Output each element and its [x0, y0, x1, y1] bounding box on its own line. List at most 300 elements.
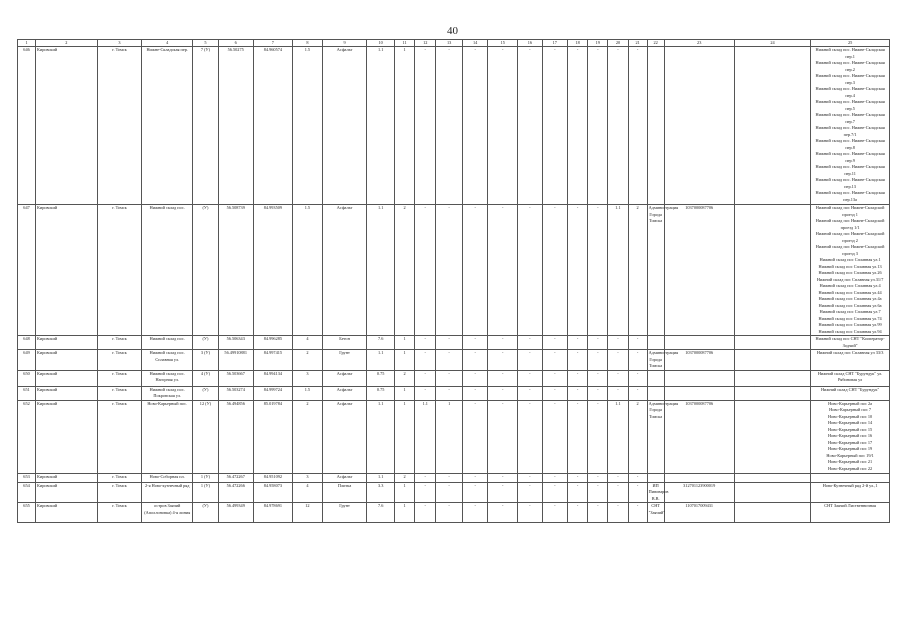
address-item: Ново-Карьерный пос 17	[828, 439, 873, 445]
table-cell: -	[588, 205, 608, 336]
table-cell: -	[608, 482, 628, 503]
address-item: Нижний склад пос Сплавная ул.74	[818, 315, 882, 321]
table-cell	[734, 482, 810, 503]
address-item: Нижний склад пос Сплавная ул.99	[818, 322, 882, 327]
address-list	[811, 473, 890, 482]
column-header: 13	[436, 40, 463, 47]
table-cell: Нижний склад пос. Сплавная ул.	[142, 350, 193, 371]
address-list	[811, 370, 890, 386]
address-item: Нижний склад пос Нижне-Складской проезд 3	[815, 244, 885, 256]
address-item: Нижний склад пос Нижне-Складской проезд 1	[815, 205, 885, 217]
table-cell: 1.1	[367, 205, 395, 336]
table-cell: -	[628, 336, 647, 350]
address-item: Нижний склад пос Сплавная ул.1	[819, 257, 881, 262]
address-item: Нижний склад пос. Нижне-Складская пер.13а	[815, 190, 885, 202]
table-cell: Кировский	[36, 350, 98, 371]
table-cell: -	[462, 336, 487, 350]
table-cell: 1.5	[293, 386, 323, 400]
table-cell	[647, 473, 664, 482]
address-item: СНТ Заячий Лиственничная	[824, 503, 876, 508]
table-cell: -	[542, 482, 567, 503]
table-cell: 84.978691	[253, 503, 292, 523]
table-cell: 84.951092	[253, 473, 292, 482]
table-cell: 1	[394, 482, 414, 503]
table-cell	[664, 47, 734, 205]
table-cell: 1	[394, 350, 414, 371]
table-cell: 2	[628, 400, 647, 473]
address-item: Ново-Карьерный пос 10	[828, 413, 873, 419]
table-cell: 3.3	[367, 482, 395, 503]
column-header: 19	[588, 40, 608, 47]
address-item: Нижний склад пос. Нижне-Складская пер.8	[815, 138, 885, 150]
table-cell: 56.508739	[218, 205, 253, 336]
address-list	[811, 350, 890, 371]
table-cell: 652	[18, 400, 36, 473]
table-cell: 1.1	[415, 400, 436, 473]
table-cell: -	[518, 350, 542, 371]
table-cell: 56.49910881	[218, 350, 253, 371]
address-item: Нижний склад пос СНТ "Кооператор-Зодчий"	[815, 336, 885, 348]
table-cell	[664, 473, 734, 482]
address-item: Ново-Кузнечный ряд 2-й ул.,1	[822, 482, 878, 488]
table-cell: -	[568, 386, 588, 400]
table-cell: г. Томск	[97, 370, 142, 386]
table-cell: -	[518, 386, 542, 400]
table-cell: г. Томск	[97, 205, 142, 336]
table-cell: 4	[293, 336, 323, 350]
address-item: Нижний склад пос. Нижне-Складская пер.7/1	[815, 125, 885, 137]
table-cell: -	[542, 350, 567, 371]
table-cell: 1.1	[608, 400, 628, 473]
table-cell: 84.994134	[253, 370, 292, 386]
table-cell: 1	[394, 386, 414, 400]
address-item: Ново-Карьерный пос 22	[828, 465, 873, 471]
table-cell: Кировский	[36, 503, 98, 523]
address-item: Нижний склад пос. Нижне-Складская пер.1	[815, 47, 885, 59]
table-cell: 56.494856	[218, 400, 253, 473]
address-list	[811, 400, 890, 473]
address-list	[811, 503, 890, 523]
table-cell: -	[608, 473, 628, 482]
table-cell: Нижний склад пос. Покровская ул.	[142, 386, 193, 400]
table-cell: -	[628, 503, 647, 523]
address-item: Нижний склад пос Сплавная ул.7	[819, 309, 881, 314]
column-header: 9	[322, 40, 367, 47]
table-cell: -	[518, 47, 542, 205]
table-cell: 1 (У)	[193, 482, 218, 503]
table-cell: -	[488, 386, 518, 400]
column-header: 8	[293, 40, 323, 47]
table-cell: Кировский	[36, 205, 98, 336]
table-cell: Администрация Города Томска	[647, 400, 664, 473]
table-cell: 0.75	[367, 370, 395, 386]
table-row	[18, 386, 890, 400]
table-cell: г. Томск	[97, 350, 142, 371]
table-cell: -	[608, 386, 628, 400]
table-cell: -	[436, 473, 463, 482]
table-cell: 1	[394, 47, 414, 205]
table-cell: 7.6	[367, 336, 395, 350]
table-cell: Асфальт	[322, 473, 367, 482]
header-row	[18, 40, 890, 47]
table-cell: 2	[394, 473, 414, 482]
table-cell: Ново-Соборная пл.	[142, 473, 193, 482]
address-item: Нижний склад пос Сплавная ул 33/3	[816, 350, 884, 355]
column-header: 15	[488, 40, 518, 47]
table-cell: 653	[18, 473, 36, 482]
table-cell: 1.1	[367, 473, 395, 482]
table-cell: 84.993509	[253, 205, 292, 336]
table-cell	[734, 336, 810, 350]
table-cell: -	[608, 503, 628, 523]
table-cell: 650	[18, 370, 36, 386]
table-cell: -	[488, 503, 518, 523]
table-cell: -	[608, 336, 628, 350]
table-cell: 1	[394, 400, 414, 473]
column-header: 2	[36, 40, 98, 47]
table-cell: -	[608, 47, 628, 205]
table-cell: 56.499349	[218, 503, 253, 523]
table-cell: 1107017009431	[664, 503, 734, 523]
table-cell: -	[462, 370, 487, 386]
table-cell: Кировский	[36, 386, 98, 400]
page-number: 40	[447, 25, 458, 37]
table-cell	[734, 205, 810, 336]
table-cell: -	[488, 336, 518, 350]
table-cell: 56.506343	[218, 336, 253, 350]
table-cell: -	[488, 205, 518, 336]
table-cell: 12 (У)	[193, 400, 218, 473]
column-header: 22	[647, 40, 664, 47]
column-header: 21	[628, 40, 647, 47]
table-cell: 647	[18, 205, 36, 336]
table-cell: 1.1	[367, 47, 395, 205]
table-cell: -	[628, 350, 647, 371]
table-row	[18, 503, 890, 523]
address-item: Нижний склад пос. Нижне-Складская пер.13	[815, 177, 885, 189]
table-cell: -	[518, 336, 542, 350]
table-cell: 84.958073	[253, 482, 292, 503]
column-header: 4	[142, 40, 193, 47]
address-item: Ново-Карьерный пос 7	[829, 407, 872, 412]
table-cell: -	[488, 350, 518, 371]
table-cell: -	[518, 482, 542, 503]
table-cell: -	[488, 482, 518, 503]
table-cell: 312701123900019	[664, 482, 734, 503]
table-cell: -	[462, 350, 487, 371]
table-cell: Асфальт	[322, 400, 367, 473]
address-item: Нижний склад пос Сплавная ул.44	[818, 289, 882, 295]
table-cell: -	[518, 503, 542, 523]
table-cell: -	[588, 47, 608, 205]
table-cell: -	[588, 482, 608, 503]
table-cell	[734, 473, 810, 482]
table-cell: 84.960574	[253, 47, 292, 205]
table-cell: г. Томск	[97, 482, 142, 503]
table-cell: -	[518, 205, 542, 336]
address-item: Нижний склад пос Сплавная ул.4а	[818, 296, 882, 301]
table-cell: 1.1	[608, 205, 628, 336]
table-cell: 1037000087706	[664, 350, 734, 371]
table-cell: 649	[18, 350, 36, 371]
table-cell: 1.1	[367, 400, 395, 473]
table-cell: 56.472267	[218, 473, 253, 482]
table-cell: Кировский	[36, 473, 98, 482]
table-cell: г. Томск	[97, 503, 142, 523]
table-cell: -	[462, 47, 487, 205]
table-cell	[647, 370, 664, 386]
table-cell: -	[488, 370, 518, 386]
table-cell: 56.503667	[218, 370, 253, 386]
address-list	[811, 205, 890, 336]
table-row	[18, 47, 890, 205]
address-item: Нижний склад пос. Нижне-Складская пер.7	[815, 112, 885, 124]
table-cell: г. Томск	[97, 386, 142, 400]
column-header: 10	[367, 40, 395, 47]
table-cell: Нижне-Складская пер.	[142, 47, 193, 205]
table-cell: 56.50275	[218, 47, 253, 205]
table-cell: Кировский	[36, 400, 98, 473]
table-cell: 646	[18, 47, 36, 205]
table-cell: -	[462, 205, 487, 336]
table-cell: Нижний склад пос.	[142, 336, 193, 350]
table-cell: 1 (У)	[193, 473, 218, 482]
table-cell: -	[488, 47, 518, 205]
address-item: Ново-Карьерный пос 21	[828, 459, 873, 464]
table-cell	[664, 386, 734, 400]
table-cell: Нижний склад пос. Нагорная ул.	[142, 370, 193, 386]
table-cell: 84.997415	[253, 350, 292, 371]
table-cell: Кировский	[36, 47, 98, 205]
column-header: 5	[193, 40, 218, 47]
table-cell	[734, 370, 810, 386]
table-row	[18, 473, 890, 482]
table-cell: -	[568, 473, 588, 482]
table-cell: Асфальт	[322, 205, 367, 336]
table-cell: -	[568, 482, 588, 503]
table-cell: Бетон	[322, 336, 367, 350]
table-cell: 3	[293, 370, 323, 386]
table-cell: 85.019784	[253, 400, 292, 473]
table-cell: Грунт	[322, 503, 367, 523]
table-cell: -	[436, 386, 463, 400]
table-cell: 3 (У)	[193, 350, 218, 371]
table-cell: СНТ "Заячий"	[647, 503, 664, 523]
table-cell: 4 (У)	[193, 370, 218, 386]
table-cell: -	[462, 473, 487, 482]
address-item: Нижний склад пос Нижне-Складской проезд 1/1	[815, 218, 885, 230]
column-header: 24	[734, 40, 810, 47]
table-cell: -	[542, 386, 567, 400]
address-item: Нижний склад пос Сплавная ул.31/7	[816, 276, 884, 282]
table-cell: остров Заячий (Аполлоновка) 4-я линия	[142, 503, 193, 523]
table-cell: -	[415, 205, 436, 336]
address-item: Ново-Карьерный пос 15	[828, 426, 873, 432]
table-cell: Асфальт	[322, 370, 367, 386]
table-cell: (У)	[193, 205, 218, 336]
table-row	[18, 205, 890, 336]
table-cell: -	[415, 47, 436, 205]
table-row	[18, 370, 890, 386]
table-cell: Кировский	[36, 336, 98, 350]
table-cell: Асфальт	[322, 47, 367, 205]
table-cell: -	[588, 473, 608, 482]
address-item: Нижний склад пос Нижне-Складской проезд 2	[815, 231, 885, 243]
column-header: 17	[542, 40, 567, 47]
table-cell: 1.5	[293, 47, 323, 205]
address-item: Нижний склад пос. Нижне-Складская пер.5	[815, 99, 885, 111]
table-cell: 1037000087706	[664, 400, 734, 473]
table-cell: 56.472266	[218, 482, 253, 503]
table-cell: -	[415, 350, 436, 371]
table-cell: -	[436, 482, 463, 503]
table-cell: г. Томск	[97, 473, 142, 482]
table-cell: г. Томск	[97, 400, 142, 473]
table-cell	[664, 336, 734, 350]
address-item: Нижний склад пос Сплавная ул.4	[819, 283, 881, 288]
address-item: Нижний склад пос Сплавная ул.13	[818, 263, 882, 269]
address-item: Нижний склад пос Сплавная ул.94	[818, 328, 882, 334]
address-item: Нижний склад пос. Нижне-Складская пер.2	[815, 60, 885, 72]
table-cell: (У)	[193, 386, 218, 400]
table-cell: -	[415, 503, 436, 523]
table-cell: 84.999724	[253, 386, 292, 400]
table-cell: -	[588, 350, 608, 371]
address-item: Нижний склад СНТ "Бурундук" ул. Рябиновая ул	[817, 370, 883, 382]
table-row	[18, 336, 890, 350]
address-item: Нижний склад пос. Нижне-Складская пер.9	[815, 151, 885, 163]
table-cell: -	[588, 336, 608, 350]
table-cell: 1	[394, 503, 414, 523]
table-cell: -	[488, 473, 518, 482]
address-item: Ново-Карьерный пос 14	[828, 420, 873, 425]
table-cell: -	[436, 47, 463, 205]
table-cell: -	[542, 47, 567, 205]
address-item: Нижний склад СНТ "Бурундук"	[820, 386, 880, 392]
address-list	[811, 482, 890, 503]
table-cell: Кировский	[36, 370, 98, 386]
column-header: 11	[394, 40, 414, 47]
table-cell: ИП Пивоваров В.В.	[648, 482, 669, 501]
table-cell: 1.1	[367, 350, 395, 371]
table-cell: 655	[18, 503, 36, 523]
table-cell: Плитка	[322, 482, 367, 503]
table-cell: -	[462, 482, 487, 503]
address-item: Нижний склад пос. Нижне-Складская пер.3	[815, 73, 885, 85]
table-cell: -	[415, 370, 436, 386]
table-cell: -	[542, 400, 567, 473]
table-cell: -	[588, 503, 608, 523]
table-cell: -	[462, 503, 487, 523]
table-cell: -	[568, 47, 588, 205]
table-cell: -	[568, 370, 588, 386]
address-list	[811, 336, 890, 350]
table-cell: 651	[18, 386, 36, 400]
table-cell: -	[588, 370, 608, 386]
column-header: 6	[218, 40, 253, 47]
table-cell: Ново-Карьерный пос.	[142, 400, 193, 473]
address-item: Ново-Карьерный пос 19/1	[826, 452, 874, 458]
table-cell: -	[436, 503, 463, 523]
address-item: Нижний склад пос Сплавная ул.6а	[818, 302, 882, 308]
table-cell: Администрация Города Томска	[647, 205, 664, 336]
table-cell: 12	[293, 503, 323, 523]
address-item: Нижний склад пос. Нижне-Складская пер.4	[815, 86, 885, 98]
table-cell: 1037000087706	[664, 205, 734, 336]
table-cell	[734, 47, 810, 205]
table-cell	[734, 503, 810, 523]
table-cell: 1	[394, 336, 414, 350]
table-cell: (У)	[193, 503, 218, 523]
table-row	[18, 350, 890, 371]
table-cell: -	[488, 400, 518, 473]
table-cell: -	[542, 205, 567, 336]
table-cell: -	[542, 503, 567, 523]
table-cell: -	[588, 400, 608, 473]
column-header: 1	[18, 40, 36, 47]
table-cell: -	[628, 473, 647, 482]
table-cell: -	[542, 473, 567, 482]
column-header: 3	[97, 40, 142, 47]
table-cell: -	[415, 386, 436, 400]
table-cell: -	[518, 473, 542, 482]
table-cell: -	[436, 336, 463, 350]
table-cell: 1	[436, 400, 463, 473]
table-cell: 648	[18, 336, 36, 350]
address-item: Ново-Карьерный пос 19	[828, 446, 873, 451]
column-header: 25	[811, 40, 890, 47]
table-cell: -	[568, 503, 588, 523]
table-cell: -	[415, 336, 436, 350]
address-item: Нижний склад пос Сплавная ул.26	[818, 270, 882, 275]
table-cell: -	[628, 370, 647, 386]
table-cell: -	[568, 350, 588, 371]
table-cell: г. Томск	[97, 47, 142, 205]
table-cell	[734, 386, 810, 400]
column-header: 16	[518, 40, 542, 47]
table-cell: -	[415, 473, 436, 482]
register-table	[17, 39, 890, 523]
address-item: Ново-Карьерный пос 16	[828, 433, 873, 438]
table-cell: -	[608, 350, 628, 371]
table-cell	[647, 386, 664, 400]
column-header: 20	[608, 40, 628, 47]
table-cell: -	[628, 386, 647, 400]
table-cell: 84.996285	[253, 336, 292, 350]
table-cell: 3	[293, 473, 323, 482]
address-item: Ново-Карьерный пос 2а	[828, 400, 873, 406]
table-cell: -	[518, 370, 542, 386]
table-cell: Нижний склад пос.	[142, 205, 193, 336]
table-cell: -	[436, 350, 463, 371]
table-cell: -	[568, 336, 588, 350]
address-list	[811, 47, 890, 205]
table-cell: 56.503274	[218, 386, 253, 400]
column-header: 23	[664, 40, 734, 47]
table-cell	[647, 336, 664, 350]
table-cell: -	[628, 482, 647, 503]
table-cell: -	[542, 370, 567, 386]
table-cell: -	[436, 205, 463, 336]
table-cell: 2-я Ново-кузнечный ряд	[142, 482, 193, 503]
table-cell: 4	[293, 482, 323, 503]
table-cell: 7 (У)	[193, 47, 218, 205]
table-cell: 0.75	[367, 386, 395, 400]
table-cell	[734, 400, 810, 473]
table-cell: -	[518, 400, 542, 473]
table-cell: -	[628, 47, 647, 205]
column-header: 12	[415, 40, 436, 47]
